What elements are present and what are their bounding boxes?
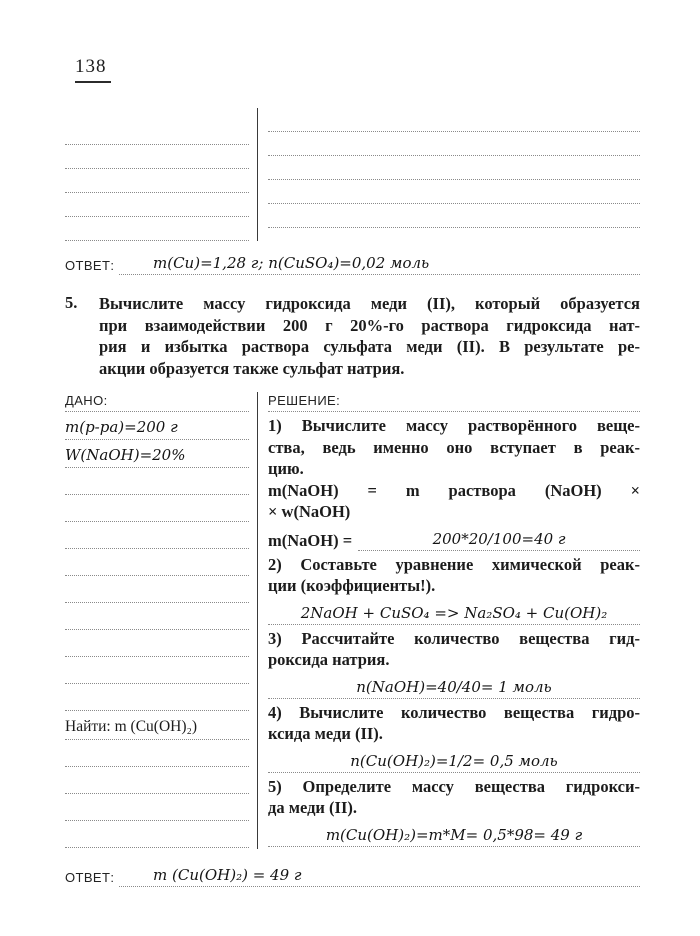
top-answer-value: m(Cu)=1,28 г; n(CuSO₄)=0,02 моль xyxy=(153,254,430,272)
step-line: цию. xyxy=(268,459,304,478)
reaction-equation: 2NaOH + CuSO₄ => Na₂SO₄ + Cu(OH)₂ xyxy=(300,603,608,622)
answer-line xyxy=(119,254,640,275)
given-header xyxy=(65,392,249,412)
top-right-column xyxy=(258,108,640,241)
bottom-answer-row xyxy=(65,861,640,887)
given-label: ДАНО: xyxy=(65,393,108,408)
solution-label: РЕШЕНИЕ: xyxy=(268,393,341,408)
ruled-line xyxy=(65,794,249,821)
ruled-line xyxy=(65,603,249,630)
ruled-line xyxy=(65,630,249,657)
ruled-line xyxy=(65,169,249,193)
answer-line xyxy=(268,826,640,847)
ruled-line xyxy=(65,468,249,495)
ruled-line xyxy=(268,132,640,156)
calc-value: n(Cu(OH)₂)=1/2= 0,5 моль xyxy=(350,751,558,770)
answer-label: ОТВЕТ: xyxy=(65,258,115,273)
solution-step-3 xyxy=(268,628,640,671)
calc-row-moles-naoh xyxy=(268,671,640,699)
answer-line xyxy=(119,866,640,887)
calc-row-moles-cuoh2 xyxy=(268,745,640,773)
calc-value: n(NaOH)=40/40= 1 моль xyxy=(356,677,552,696)
problem-text xyxy=(99,293,640,379)
ruled-line xyxy=(65,684,249,711)
find-label: Найти: m (Cu(OH)₂) xyxy=(65,711,249,740)
answer-line xyxy=(358,530,640,551)
step-line: 5) Определите массу вещества гидрокси- xyxy=(268,776,640,796)
problem-line: акции образуется также сульфат натрия. xyxy=(99,358,405,378)
bottom-answer-value: m (Cu(OH)₂) = 49 г xyxy=(153,865,302,884)
ruled-line xyxy=(268,108,640,132)
problem-line: рия и избытка раствора сульфата меди (II). В результате ре- xyxy=(99,337,640,356)
ruled-line xyxy=(65,657,249,684)
ruled-line xyxy=(65,193,249,217)
ruled-line xyxy=(65,740,249,767)
top-answer-row xyxy=(65,249,640,275)
solution-step-4 xyxy=(268,702,640,745)
ruled-line xyxy=(65,522,249,549)
ruled-line xyxy=(65,767,249,794)
ruled-line xyxy=(65,495,249,522)
work-section xyxy=(65,392,640,849)
step-line: 1) Вычислите массу растворённого веще- xyxy=(268,416,640,435)
calc-label: m(NaOH) = xyxy=(268,530,353,550)
answer-line xyxy=(268,678,640,699)
ruled-line xyxy=(268,180,640,204)
formula-line: × w(NaOH) xyxy=(268,502,351,521)
page-number: 138 xyxy=(75,56,111,83)
solution-step-5 xyxy=(268,776,640,819)
answer-label: ОТВЕТ: xyxy=(65,869,115,885)
calc-value: 200*20/100=40 г xyxy=(432,529,566,548)
solution-step-1 xyxy=(268,415,640,480)
step-line: ства, ведь именно оно вступает в реак- xyxy=(268,437,640,457)
calc-row-mass-naoh xyxy=(268,523,640,551)
given-entry-concentration xyxy=(65,440,249,468)
given-entry-mass xyxy=(65,412,249,440)
solution-header xyxy=(268,392,640,412)
ruled-line xyxy=(65,576,249,603)
step-line: 3) Рассчитайте количество вещества гид- xyxy=(268,628,640,648)
top-worklines-section xyxy=(65,108,640,241)
step-line: роксида натрия. xyxy=(268,650,390,669)
problem-line: при взаимодействии 200 г 20%-го раствора гидроксида нат- xyxy=(99,315,640,335)
answer-line xyxy=(268,752,640,773)
formula-line: m(NaOH) = m раствора (NaOH) × xyxy=(268,480,640,500)
step-line: 2) Составьте уравнение химической реак- xyxy=(268,554,640,574)
problem-line: Вычислите массу гидроксида меди (II), который образуется xyxy=(99,294,640,313)
top-left-column xyxy=(65,108,257,241)
ruled-line xyxy=(65,145,249,169)
answer-line xyxy=(268,604,640,625)
ruled-line xyxy=(65,821,249,848)
problem-block xyxy=(65,293,640,379)
ruled-line xyxy=(65,549,249,576)
calc-row-mass-cuoh2 xyxy=(268,819,640,847)
given-column xyxy=(65,392,257,849)
ruled-line xyxy=(65,217,249,241)
mass-formula xyxy=(268,480,640,523)
given-entry-value: m(р-ра)=200 г xyxy=(65,418,178,436)
calc-row-equation xyxy=(268,597,640,625)
calc-value: m(Cu(OH)₂)=m*M= 0,5*98= 49 г xyxy=(325,825,583,844)
step-line: ксида меди (II). xyxy=(268,724,383,743)
given-entry-value: W(NaOH)=20% xyxy=(65,446,186,464)
solution-step-2 xyxy=(268,554,640,597)
problem-number: 5. xyxy=(65,293,78,312)
step-line: ции (коэффициенты!). xyxy=(268,576,436,595)
step-line: 4) Вычислите количество вещества гидро- xyxy=(268,702,640,722)
ruled-line xyxy=(65,121,249,145)
ruled-line xyxy=(268,204,640,228)
step-line: да меди (II). xyxy=(268,798,358,817)
ruled-line xyxy=(268,156,640,180)
solution-column xyxy=(258,392,640,849)
